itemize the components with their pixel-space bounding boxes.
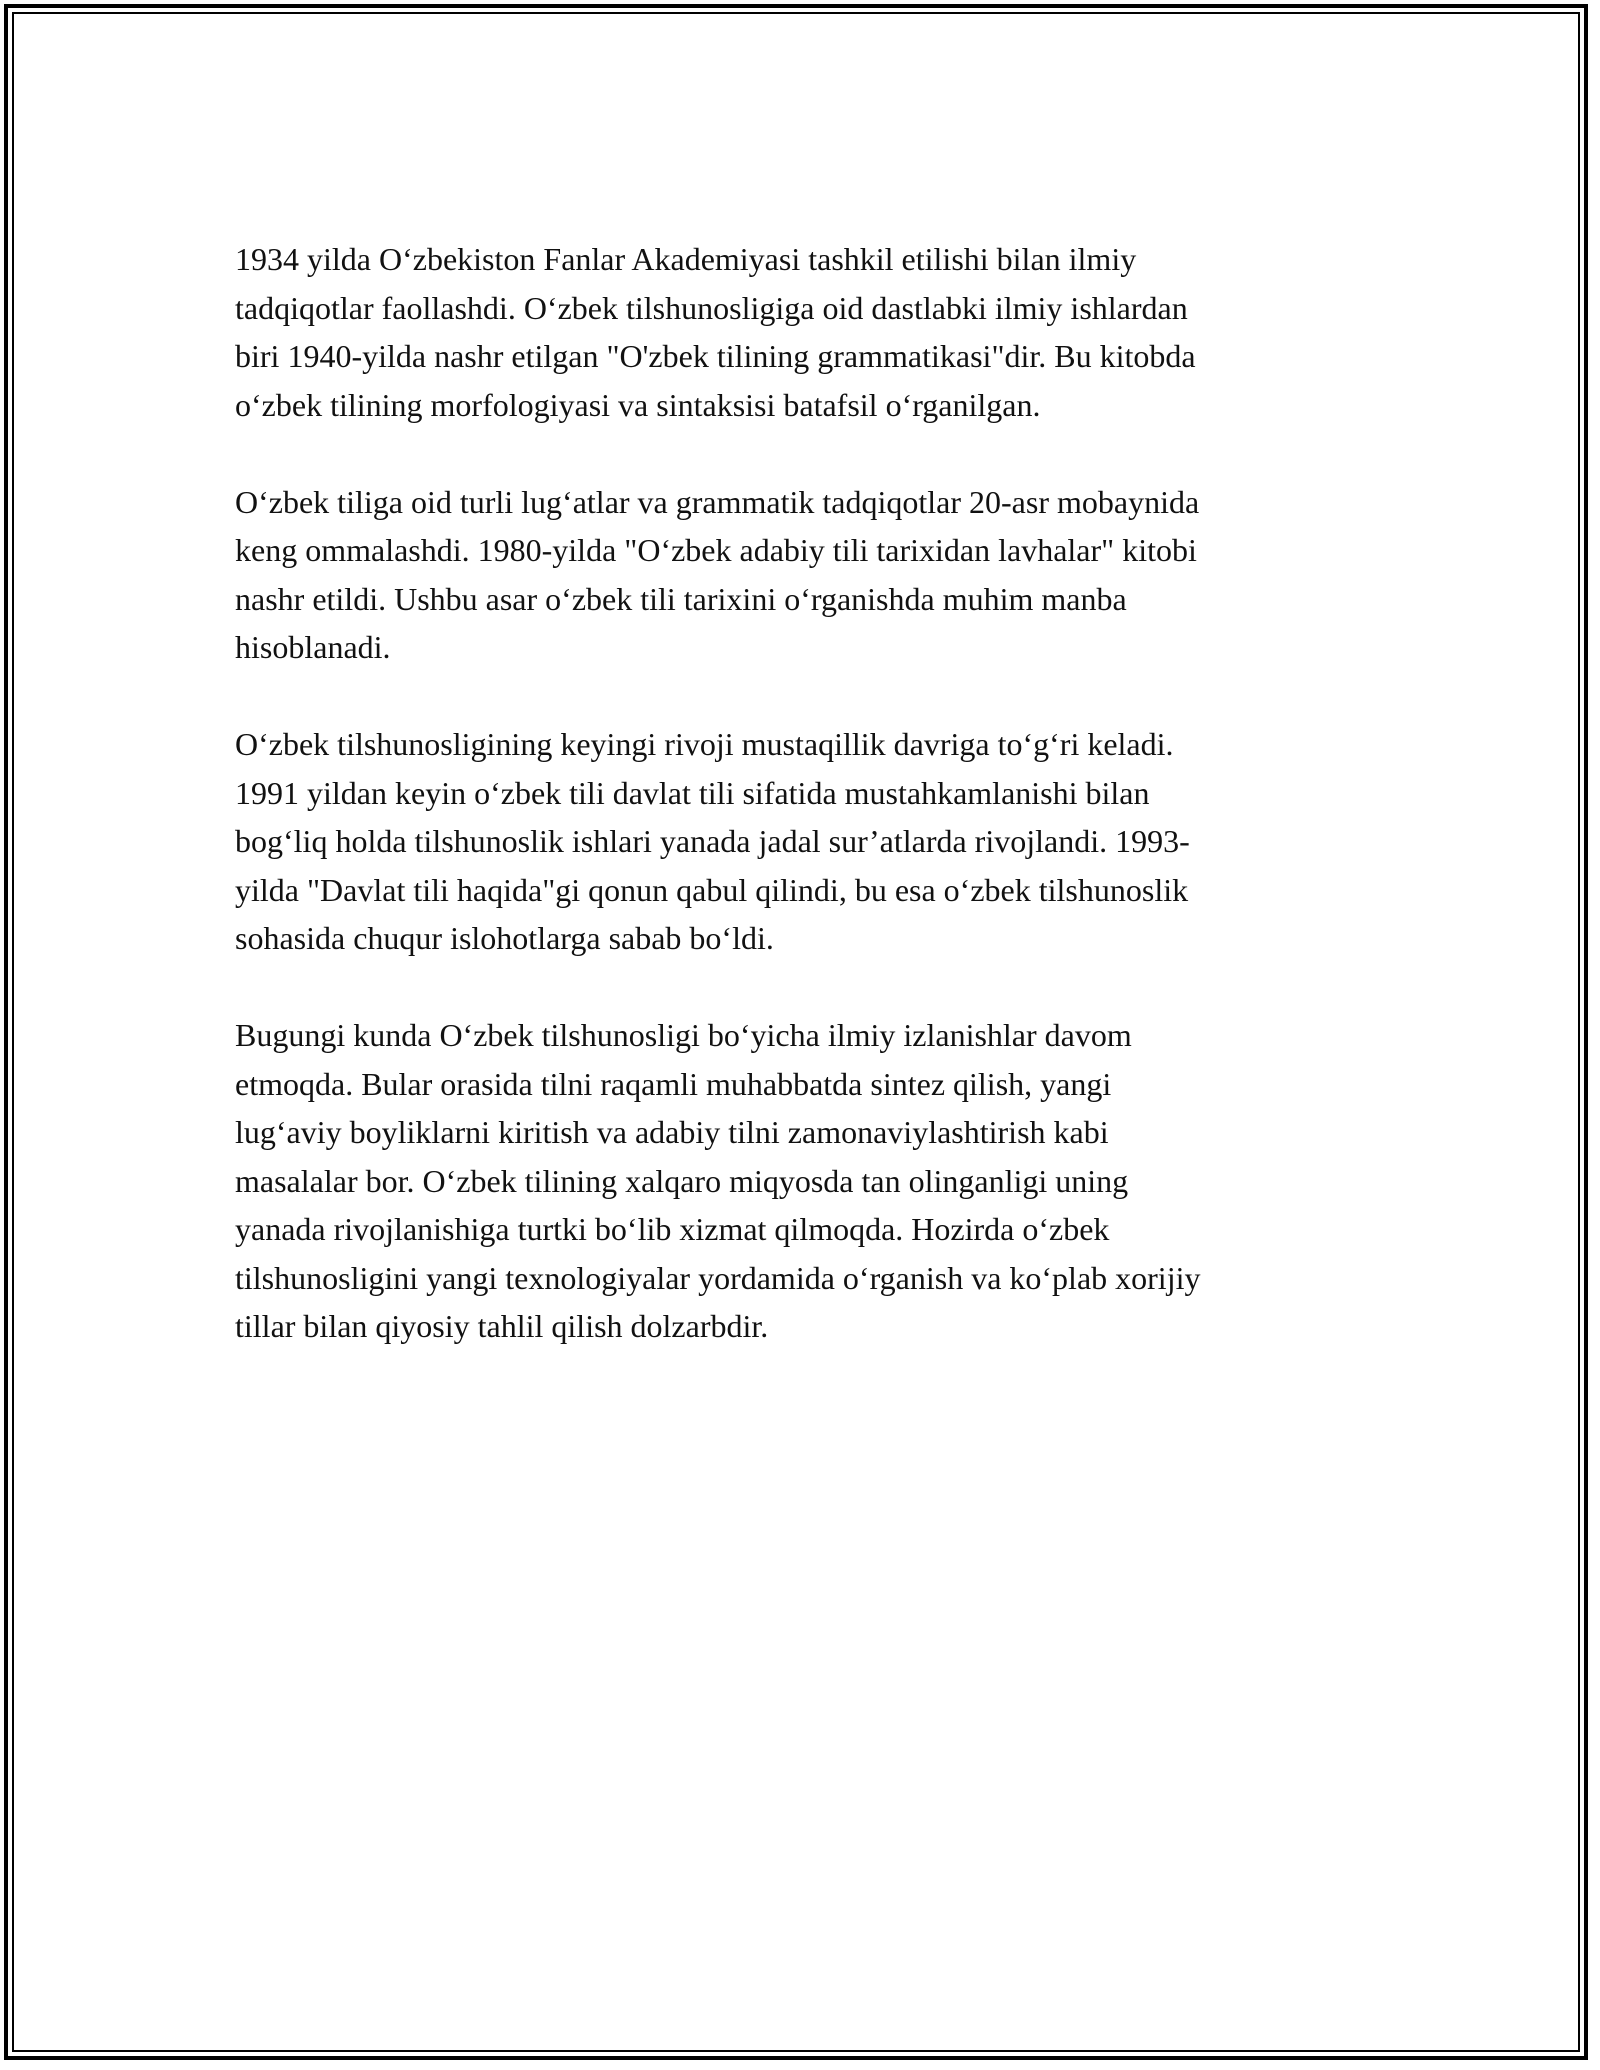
paragraph-3 xyxy=(235,720,1355,963)
paragraph-2 xyxy=(235,478,1355,672)
text-line: O‘zbek tiliga oid turli lug‘atlar va grammatik tadqiqotlar 20-asr mobaynida xyxy=(235,483,1200,520)
text-line: o‘zbek tilining morfologiyasi va sintaksisi batafsil o‘rganilgan. xyxy=(235,386,1041,423)
text-line: lug‘aviy boyliklarni kiritish va adabiy tilni zamonaviylashtirish kabi xyxy=(235,1114,1109,1150)
text-line: O‘zbek tilshunosligining keyingi rivoji mustaqillik davriga to‘g‘ri keladi. xyxy=(235,726,1174,762)
text-line: keng ommalashdi. 1980-yilda "O‘zbek adabiy tili tarixidan lavhalar" kitobi xyxy=(235,532,1197,568)
text-line: 1991 yildan keyin o‘zbek tili davlat tili sifatida mustahkamlanishi bilan xyxy=(235,774,1150,811)
text-line: yanada rivojlanishiga turtki bo‘lib xizmat qilmoqda. Hozirda o‘zbek xyxy=(235,1211,1110,1247)
text-line: etmoqda. Bular orasida tilni raqamli muhabbatda sintez qilish, yangi xyxy=(235,1065,1112,1102)
text-line: hisoblanadi. xyxy=(235,629,391,665)
text-line: nashr etildi. Ushbu asar o‘zbek tili tarixini o‘rganishda muhim manba xyxy=(235,580,1127,617)
text-line: tadqiqotlar faollashdi. O‘zbek tilshunosligiga oid dastlabki ilmiy ishlardan xyxy=(235,289,1188,326)
text-line: bog‘liq holda tilshunoslik ishlari yanada jadal sur’atlarda rivojlandi. 1993- xyxy=(235,823,1190,859)
text-line: 1934 yilda O‘zbekiston Fanlar Akademiyasi tashkil etilishi bilan ilmiy xyxy=(235,241,1137,277)
document-body xyxy=(235,235,1355,1399)
text-line: tillar bilan qiyosiy tahlil qilish dolzarbdir. xyxy=(235,1308,769,1344)
text-line: sohasida chuqur islohotlarga sabab bo‘ldi. xyxy=(235,920,774,956)
text-line: biri 1940-yilda nashr etilgan "O'zbek tilining grammatikasi"dir. Bu kitobda xyxy=(235,338,1196,374)
text-line: Bugungi kunda O‘zbek tilshunosligi bo‘yicha ilmiy izlanishlar davom xyxy=(235,1017,1132,1053)
text-line: masalalar bor. O‘zbek tilining xalqaro miqyosda tan olinganligi uning xyxy=(235,1162,1129,1199)
text-line: yilda "Davlat tili haqida"gi qonun qabul qilindi, bu esa o‘zbek tilshunoslik xyxy=(235,871,1189,908)
text-line: tilshunosligini yangi texnologiyalar yordamida o‘rganish va ko‘plab xorijiy xyxy=(235,1259,1201,1296)
paragraph-1 xyxy=(235,235,1355,429)
paragraph-4 xyxy=(235,1011,1355,1351)
